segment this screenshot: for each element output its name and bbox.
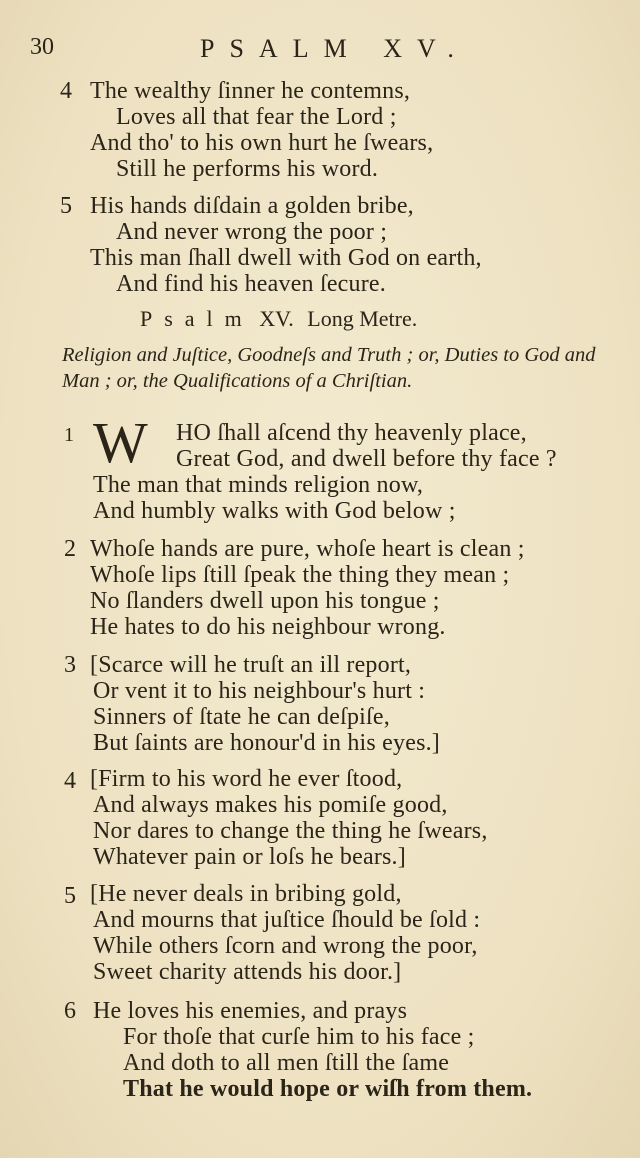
verse-line: [Scarce will he truſt an ill report,: [90, 652, 412, 678]
verse-line: He loves his enemies, and prays: [93, 998, 408, 1024]
verse-line: Loves all that fear the Lord ;: [116, 104, 397, 130]
verse-line: [Firm to his word he ever ſtood,: [90, 766, 403, 792]
verse-line: Great God, and dwell before thy face ?: [176, 446, 557, 472]
verse-line: The man that minds religion now,: [93, 472, 424, 498]
verse-line: Whoſe hands are pure, whoſe heart is clean ;: [90, 536, 525, 562]
verse-line: And doth to all men ſtill the ſame: [123, 1050, 450, 1076]
verse-line: Sweet charity attends his door.]: [93, 959, 402, 985]
verse-line: His hands diſdain a golden bribe,: [90, 193, 414, 219]
stanza-number: 4: [64, 768, 76, 794]
psalm-heading: [140, 306, 417, 332]
verse-line: And humbly walks with God below ;: [93, 498, 456, 524]
verse-line: While others ſcorn and wrong the poor,: [93, 933, 478, 959]
verse-line: Sinners of ſtate he can deſpiſe,: [93, 704, 390, 730]
verse-line: Whoſe lips ſtill ſpeak the thing they mean ;: [90, 562, 510, 588]
stanza-number: 5: [60, 193, 72, 219]
drop-cap: W: [93, 410, 148, 475]
psalm-description: Religion and Juſtice, Goodneſs and Truth ; or, Duties to God and Man ; or, the Qualifications of a Chriſtian.: [62, 344, 596, 392]
stanza-number: 4: [60, 78, 72, 104]
verse-line: Still he performs his word.: [116, 156, 379, 182]
verse-line: For thoſe that curſe him to his face ;: [123, 1024, 475, 1050]
verse-line: The wealthy ſinner he contemns,: [90, 78, 411, 104]
verse-line: No ſlanders dwell upon his tongue ;: [90, 588, 440, 614]
stanza-number: 1: [64, 424, 74, 446]
verse-line: HO ſhall aſcend thy heavenly place,: [176, 420, 527, 446]
psalm-heading-title: Psalm: [140, 306, 254, 331]
running-title: PSALM XV.: [200, 34, 469, 63]
psalm-heading-number: XV.: [259, 306, 294, 331]
verse-line: Or vent it to his neighbour's hurt :: [93, 678, 426, 704]
verse-line: And never wrong the poor ;: [116, 219, 388, 245]
stanza-number: 6: [64, 998, 76, 1024]
psalm-heading-meter: Long Metre.: [307, 306, 418, 331]
verse-line: That he would hope or wiſh from them.: [123, 1076, 533, 1102]
verse-line: He hates to do his neighbour wrong.: [90, 614, 446, 640]
verse-line: And always makes his pomiſe good,: [93, 792, 448, 818]
verse-line: Nor dares to change the thing he ſwears,: [93, 818, 488, 844]
verse-line: Whatever pain or loſs he bears.]: [93, 844, 406, 870]
page-number: 30: [30, 34, 54, 60]
verse-line: And mourns that juſtice ſhould be ſold :: [93, 907, 481, 933]
stanza-number: 5: [64, 883, 76, 909]
verse-line: This man ſhall dwell with God on earth,: [90, 245, 482, 271]
stanza-number: 3: [64, 652, 76, 678]
verse-line: But ſaints are honour'd in his eyes.]: [93, 730, 440, 756]
verse-line: And tho' to his own hurt he ſwears,: [90, 130, 434, 156]
stanza-number: 2: [64, 536, 76, 562]
page-header: [30, 34, 620, 70]
verse-line: And find his heaven ſecure.: [116, 271, 386, 297]
verse-line: [He never deals in bribing gold,: [90, 881, 402, 907]
